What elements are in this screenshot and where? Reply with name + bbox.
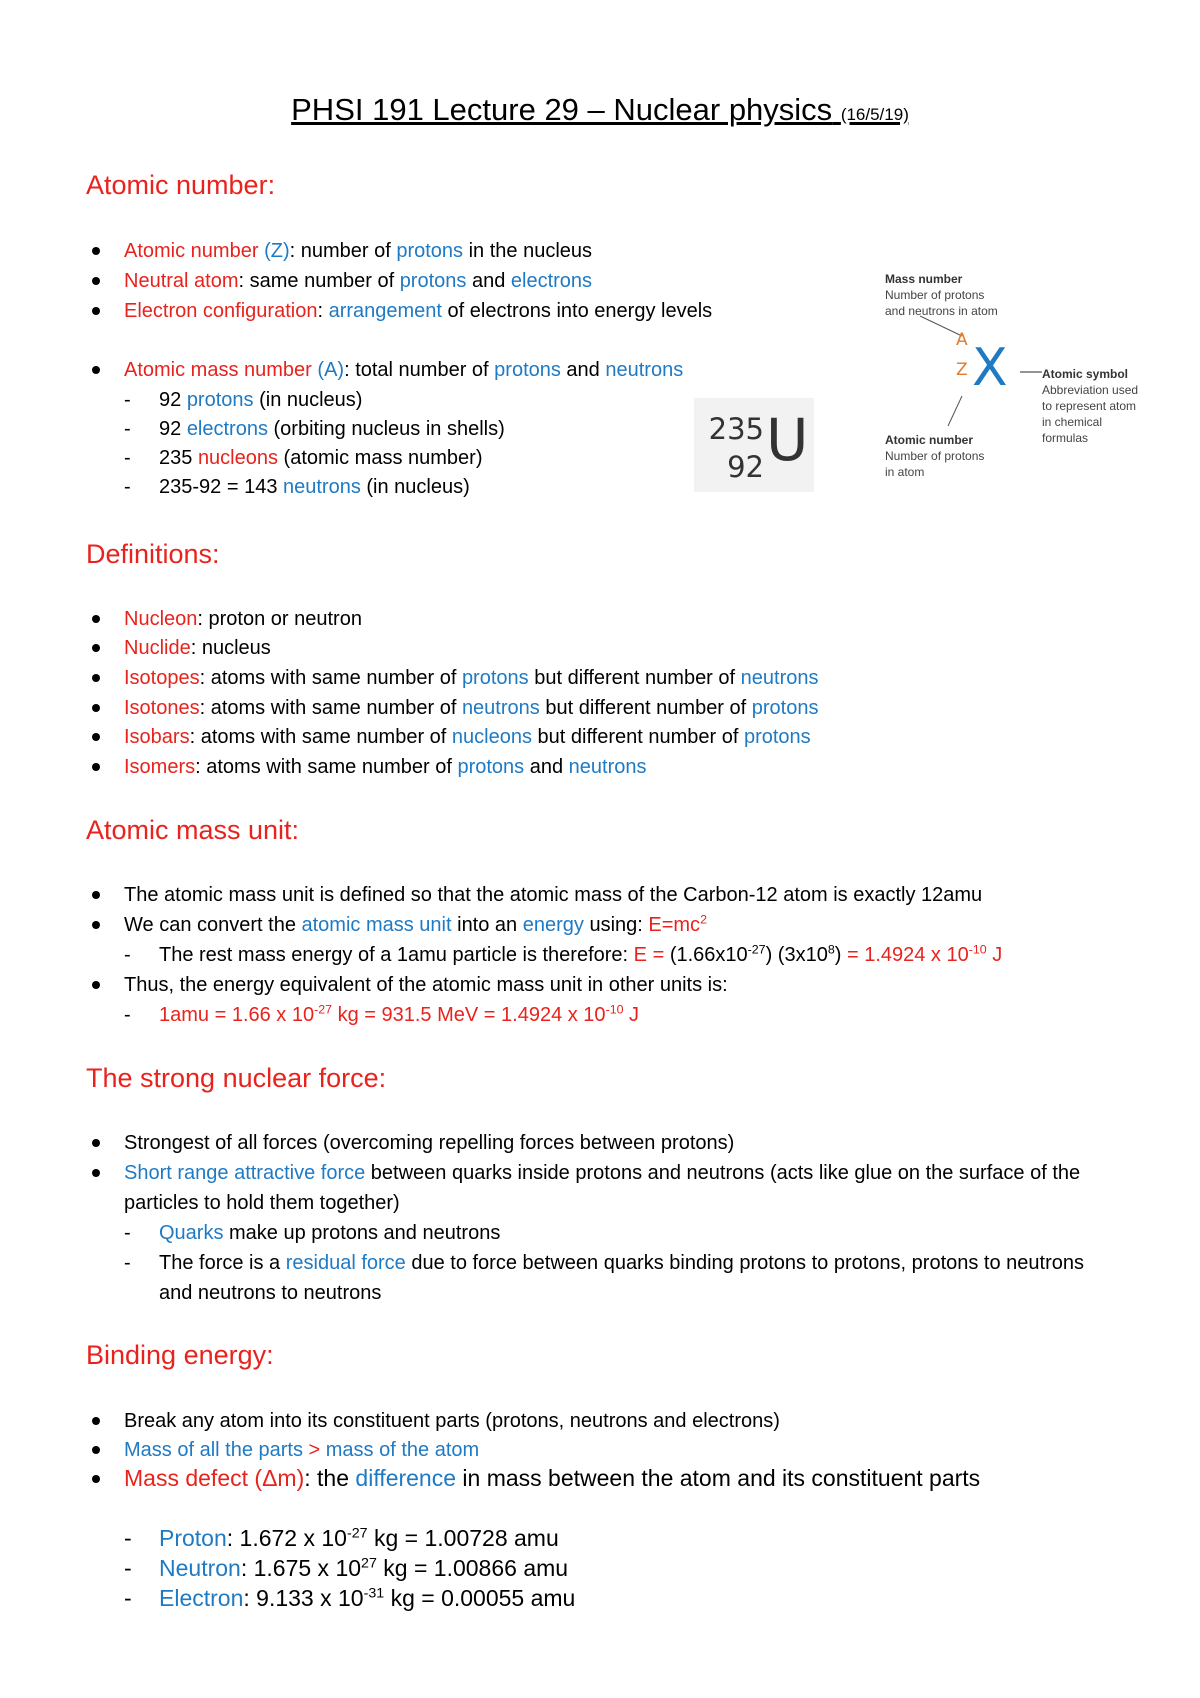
atomic-symbol-desc-2: to represent atom (1042, 399, 1137, 413)
uranium-symbol: U (766, 406, 809, 474)
heading-definitions: Definitions: (86, 539, 220, 569)
diagram-letter-a: A (956, 330, 968, 350)
atomic-number-title: Atomic number (885, 433, 974, 447)
title-text: PHSI 191 Lecture 29 – Nuclear physics (291, 92, 833, 127)
heading-strong-nuclear-force: The strong nuclear force: (86, 1063, 387, 1093)
sub-residual-force: - The force is a residual force due to force between quarks binding protons to protons, protons to neutrons and neutrons to neutrons (124, 1248, 1084, 1308)
sub-neutrons-143: - 235-92 = 143 neutrons (in nucleus) (124, 472, 684, 502)
heading-atomic-mass-unit: Atomic mass unit: (86, 815, 300, 845)
atomic-symbol-desc-1: Abbreviation used (1042, 383, 1139, 397)
bullet-mass-comparison: Mass of all the parts > mass of the atom (92, 1435, 1082, 1465)
sub-nucleons-235: - 235 nucleons (atomic mass number) (124, 443, 684, 473)
title-date: (16/5/19) (840, 105, 909, 124)
bullet-short-range-force: Short range attractive force between quarks inside protons and neutrons (acts like glue on the surface of the particles to hold them together) (92, 1158, 1082, 1218)
bullet-energy-equivalent: Thus, the energy equivalent of the atomic mass unit in other units is: (92, 970, 1082, 1000)
definition-isotones: Isotones: atoms with same number of neutrons but different number of protons (92, 693, 1082, 723)
definition-isomers: Isomers: atoms with same number of protons and neutrons (92, 752, 1082, 782)
heading-atomic-number: Atomic number: (86, 170, 276, 200)
page-title (0, 92, 1200, 128)
definition-isobars: Isobars: atoms with same number of nucleons but different number of protons (92, 722, 1082, 752)
atomic-symbol-desc-3: in chemical (1042, 415, 1103, 429)
bullet-electron-configuration: Electron configuration: arrangement of electrons into energy levels (92, 296, 852, 326)
definition-isotopes: Isotopes: atoms with same number of protons but different number of neutrons (92, 663, 1082, 693)
diagram-letter-x: X (972, 338, 1008, 398)
sub-rest-mass-energy: - The rest mass energy of a 1amu particle is therefore: $E = (1.66x10^{-27}) (3x10^8) = 1.4924$ x $10^{-10}$ J (124, 940, 1084, 970)
bullet-strongest-force: Strongest of all forces (overcoming repelling forces between protons) (92, 1128, 1082, 1158)
mass-number-title: Mass number (885, 272, 963, 286)
definition-nuclide: Nuclide: nucleus (92, 633, 1082, 663)
uranium-atomic-number: 92 (727, 450, 764, 484)
bullet-atomic-number: Atomic number (Z): number of protons in the nucleus (92, 236, 852, 266)
sub-protons-92: - 92 protons (in nucleus) (124, 385, 684, 415)
definition-nucleon: Nucleon: proton or neutron (92, 604, 1082, 634)
bullet-atomic-mass-number: Atomic mass number (A): total number of protons and neutrons (92, 355, 852, 385)
atomic-symbol-title: Atomic symbol (1042, 367, 1129, 381)
atomic-number-desc-1: Number of protons (885, 449, 985, 463)
mass-number-desc-1: Number of protons (885, 288, 985, 302)
sub-proton-mass: - Proton: 1.672 x $10^{-27}$ kg = 1.00728 amu (124, 1523, 1084, 1553)
sub-amu-equivalence: - 1amu = 1.66 x $10^{-27}$ kg = 931.5 MeV = 1.4924 x $10^{-10}$ J (124, 1000, 1084, 1030)
sub-electrons-92: - 92 electrons (orbiting nucleus in shells) (124, 414, 684, 444)
sub-neutron-mass: - Neutron: 1.675 x $10^{27}$ kg = 1.00866 amu (124, 1553, 1084, 1583)
atomic-symbol-desc-4: formulas (1042, 431, 1089, 445)
bullet-amu-convert: We can convert the atomic mass unit into an energy using: $E=mc^2$ (92, 910, 1082, 940)
bullet-break-atom: Break any atom into its constituent parts (protons, neutrons and electrons) (92, 1406, 1082, 1436)
bullet-neutral-atom: Neutral atom: same number of protons and electrons (92, 266, 852, 296)
uranium-mass-number: 235 (708, 412, 764, 446)
nuclide-notation-diagram (870, 266, 1150, 486)
sub-electron-mass: - Electron: 9.133 x $10^{-31}$ kg = 0.00055 amu (124, 1583, 1084, 1613)
mass-number-desc-2: and neutrons in atom (885, 304, 998, 318)
heading-binding-energy: Binding energy: (86, 1340, 274, 1370)
uranium-notation-image (694, 398, 814, 492)
bullet-mass-defect: Mass defect (Δm): the difference in mass between the atom and its constituent parts (92, 1464, 1092, 1493)
sub-quarks: - Quarks make up protons and neutrons (124, 1218, 1084, 1248)
diagram-letter-z: Z (956, 360, 968, 380)
atomic-number-desc-2: in atom (885, 465, 925, 479)
bullet-amu-definition: The atomic mass unit is defined so that the atomic mass of the Carbon-12 atom is exactly 12amu (92, 880, 1082, 910)
